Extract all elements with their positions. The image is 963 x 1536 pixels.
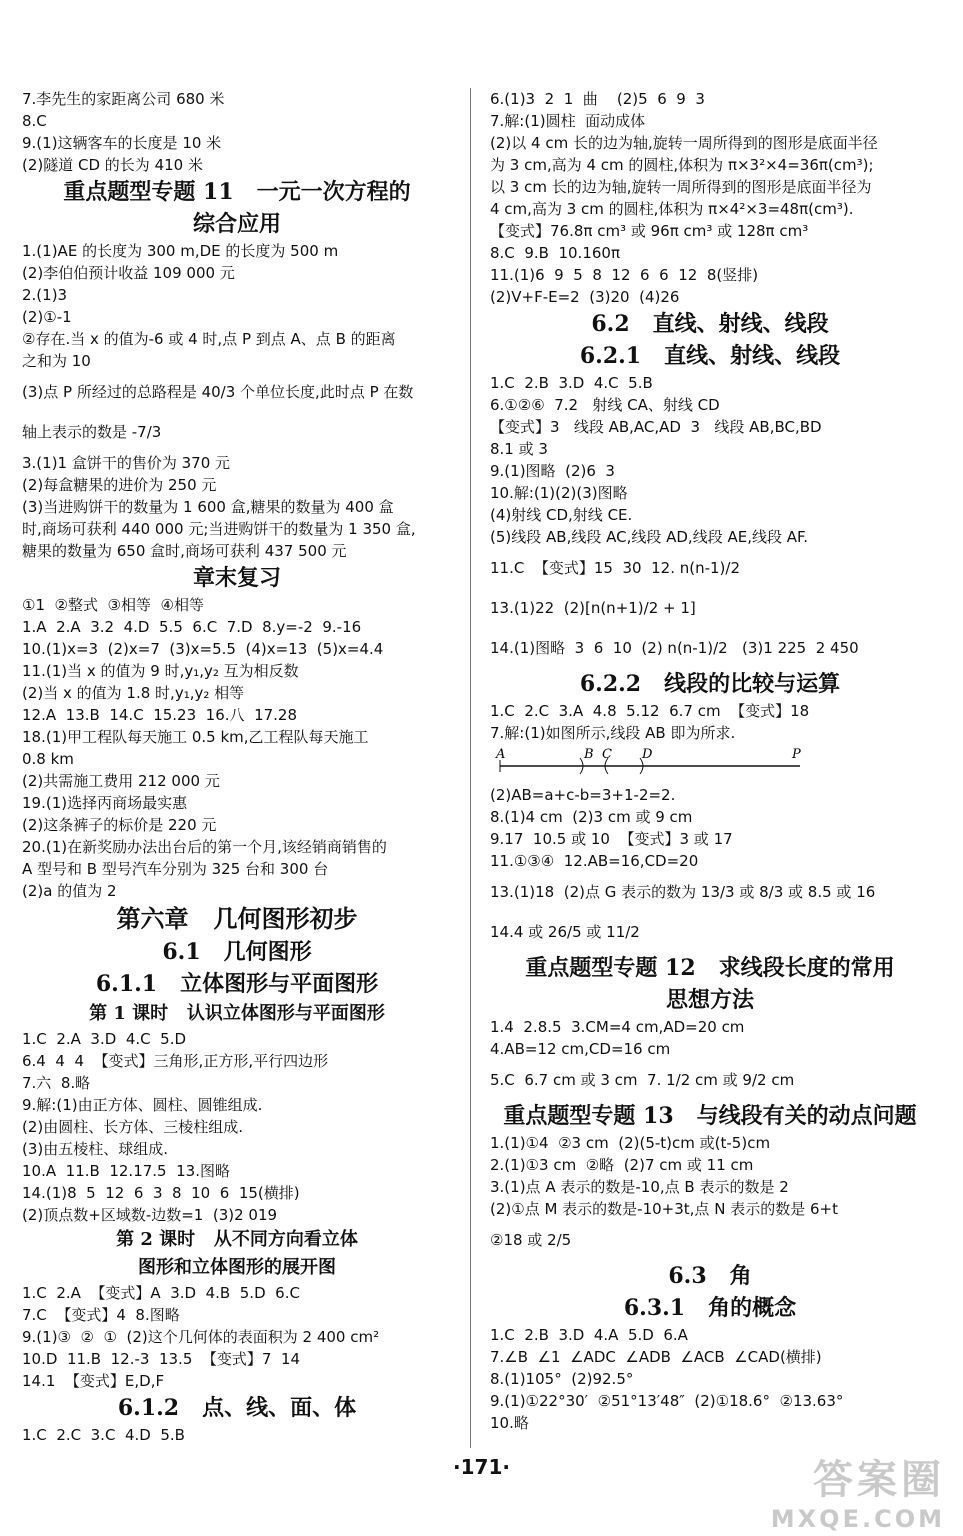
- answer-line: 1.(1)①4 ②3 cm (2)(5-t)cm 或(t-5)cm: [490, 1134, 771, 1152]
- section-heading: 6.3 角: [668, 1263, 752, 1289]
- section-heading: 重点题型专题 12 求线段长度的常用: [525, 955, 895, 981]
- answer-line: 1.C 2.C 3.C 4.D 5.B: [22, 1426, 185, 1444]
- answer-line: 2.(1)①3 cm ②略 (2)7 cm 或 11 cm: [490, 1156, 754, 1174]
- answer-line: 9.(1)①22°30′ ②51°13′48″ (2)①18.6° ②13.63°: [490, 1392, 844, 1410]
- watermark-text: 答案圈: [813, 1457, 945, 1503]
- answer-line: (2)这条裤子的标价是 220 元: [22, 816, 217, 834]
- answer-line: 11.(1)6 9 5 8 12 6 6 12 8(竖排): [490, 266, 759, 284]
- section-heading: 6.1.1 立体图形与平面图形: [95, 971, 379, 997]
- answer-line: 1.A 2.A 3.2 4.D 5.5 6.C 7.D 8.y=-2 9.-16: [22, 618, 362, 636]
- answer-line: 1.C 2.C 3.A 4.8 5.12 6.7 cm 【变式】18: [490, 702, 810, 720]
- answer-line: 7.∠B ∠1 ∠ADC ∠ADB ∠ACB ∠CAD(横排): [490, 1348, 822, 1366]
- answer-line: (2)AB=a+c-b=3+1-2=2.: [490, 786, 676, 804]
- answer-line: 7.解:(1)圆柱 面动成体: [490, 112, 646, 130]
- answer-line: 19.(1)选择丙商场最实惠: [22, 794, 188, 812]
- answer-line-fraction: 13.(1)22 (2)[n(n+1)/2 + 1]: [490, 599, 696, 617]
- answer-line: 糖果的数量为 650 盒时,商场可获利 437 500 元: [22, 542, 347, 560]
- answer-line: A 型号和 B 型号汽车分别为 325 台和 300 台: [22, 860, 329, 878]
- page-number: ·171·: [453, 1455, 510, 1479]
- answer-line: 【变式】76.8π cm³ 或 96π cm³ 或 128π cm³: [490, 222, 809, 240]
- answer-line: 0.8 km: [22, 750, 74, 768]
- answer-line: 8.C 9.B 10.160π: [490, 244, 620, 262]
- answer-line: 1.4 2.8.5 3.CM=4 cm,AD=20 cm: [490, 1018, 745, 1036]
- answer-line: 8.1 或 3: [490, 440, 548, 458]
- answer-line: ②存在.当 x 的值为-6 或 4 时,点 P 到点 A、点 B 的距离: [22, 330, 396, 348]
- left-answer-column: [22, 88, 452, 1446]
- answer-line: 以 3 cm 长的边为轴,旋转一周所得到的图形是底面半径为: [490, 178, 872, 196]
- watermark-url: MXQE.COM: [770, 1505, 945, 1533]
- answer-line: 1.C 2.B 3.D 4.C 5.B: [490, 374, 653, 392]
- answer-line: 1.C 2.A 【变式】A 3.D 4.B 5.D 6.C: [22, 1284, 300, 1302]
- answer-line: 时,商场可获利 440 000 元;当进购饼干的数量为 1 350 盒,: [22, 520, 416, 538]
- answer-line: (2)李伯伯预计收益 109 000 元: [22, 264, 235, 282]
- answer-line: 3.(1)1 盒饼干的售价为 370 元: [22, 454, 231, 472]
- answer-line: 9.(1)图略 (2)6 3: [490, 462, 615, 480]
- answer-line-fraction: 11.C 【变式】15 30 12. n(n-1)/2: [490, 559, 741, 577]
- answer-line: (2)a 的值为 2: [22, 882, 117, 900]
- answer-line: 7.六 8.略: [22, 1074, 91, 1092]
- answer-line: 11.(1)当 x 的值为 9 时,y₁,y₂ 互为相反数: [22, 662, 299, 680]
- answer-line: 7.解:(1)如图所示,线段 AB 即为所求.: [490, 724, 736, 742]
- answer-line-fraction: 轴上表示的数是 -7/3: [22, 423, 162, 441]
- section-heading: 6.2 直线、射线、线段: [591, 311, 829, 337]
- answer-line: 10.A 11.B 12.17.5 13.图略: [22, 1162, 230, 1180]
- answer-line-fraction: 5.C 6.7 cm 或 3 cm 7. 1/2 cm 或 9/2 cm: [490, 1071, 795, 1089]
- answer-line: 9.17 10.5 或 10 【变式】3 或 17: [490, 830, 733, 848]
- answer-line: (2)隧道 CD 的长为 410 米: [22, 156, 203, 174]
- answer-line: (2)当 x 的值为 1.8 时,y₁,y₂ 相等: [22, 684, 245, 702]
- lesson-heading: 第 2 课时 从不同方向看立体: [116, 1229, 358, 1250]
- section-heading: 思想方法: [665, 987, 754, 1013]
- answer-line: 6.(1)3 2 1 曲 (2)5 6 9 3: [490, 90, 705, 108]
- answer-line: (2)V+F-E=2 (3)20 (4)26: [490, 288, 680, 306]
- section-heading: 综合应用: [192, 211, 281, 237]
- answer-line: (5)线段 AB,线段 AC,线段 AD,线段 AE,线段 AF.: [490, 528, 808, 546]
- segment-figure: [490, 744, 930, 784]
- answer-line: 20.(1)在新奖励办法出台后的第一个月,该经销商销售的: [22, 838, 387, 856]
- answer-line: 8.(1)4 cm (2)3 cm 或 9 cm: [490, 808, 693, 826]
- section-heading: 6.3.1 角的概念: [623, 1295, 797, 1321]
- lesson-heading: 第 1 课时 认识立体图形与平面图形: [89, 1003, 385, 1024]
- answer-line-fraction: (3)点 P 所经过的总路程是 40/3 个单位长度,此时点 P 在数: [22, 383, 414, 401]
- answer-line: 之和为 10: [22, 352, 91, 370]
- section-heading: 6.2.2 线段的比较与运算: [579, 671, 841, 697]
- answer-line: (2)顶点数+区域数-边数=1 (3)2 019: [22, 1206, 278, 1224]
- answer-line: 7.李先生的家距离公司 680 米: [22, 90, 225, 108]
- answer-line: 8.(1)105° (2)92.5°: [490, 1370, 634, 1388]
- section-heading: 重点题型专题 13 与线段有关的动点问题: [503, 1103, 917, 1129]
- answer-line: 7.C 【变式】4 8.图略: [22, 1306, 180, 1324]
- answer-line: 9.(1)③ ② ① (2)这个几何体的表面积为 2 400 cm²: [22, 1328, 380, 1346]
- point-a-label: A: [496, 747, 506, 762]
- answer-line: 12.A 13.B 14.C 15.23 16.八 17.28: [22, 706, 298, 724]
- answer-line: (2)共需施工费用 212 000 元: [22, 772, 220, 790]
- answer-line: 4.AB=12 cm,CD=16 cm: [490, 1040, 671, 1058]
- column-divider: [470, 88, 471, 1448]
- answer-line: 18.(1)甲工程队每天施工 0.5 km,乙工程队每天施工: [22, 728, 369, 746]
- answer-line: (2)①-1: [22, 308, 72, 326]
- section-heading: 6.2.1 直线、射线、线段: [579, 343, 841, 369]
- answer-line: (2)每盒糖果的进价为 250 元: [22, 476, 217, 494]
- answer-line: 10.D 11.B 12.-3 13.5 【变式】7 14: [22, 1350, 301, 1368]
- answer-line: 9.解:(1)由正方体、圆柱、圆锥组成.: [22, 1096, 263, 1114]
- section-heading: 6.1 几何图形: [162, 939, 312, 965]
- answer-line: 10.解:(1)(2)(3)图略: [490, 484, 628, 502]
- lesson-heading: 图形和立体图形的展开图: [138, 1257, 336, 1278]
- section-heading: 章末复习: [192, 565, 281, 591]
- answer-line: (2)①点 M 表示的数是-10+3t,点 N 表示的数是 6+t: [490, 1200, 838, 1218]
- answer-line: (2)以 4 cm 长的边为轴,旋转一周所得到的图形是底面半径: [490, 134, 878, 152]
- answer-line-fraction: ②18 或 2/5: [490, 1231, 572, 1249]
- point-b-label: B: [584, 747, 594, 762]
- answer-line-fraction: 14.(1)图略 3 6 10 (2) n(n-1)/2 (3)1 225 2 450: [490, 639, 859, 657]
- answer-line: 1.(1)AE 的长度为 300 m,DE 的长度为 500 m: [22, 242, 339, 260]
- answer-line: (4)射线 CD,射线 CE.: [490, 506, 633, 524]
- answer-line: (2)由圆柱、长方体、三棱柱组成.: [22, 1118, 244, 1136]
- answer-line: ①1 ②整式 ③相等 ④相等: [22, 596, 204, 614]
- answer-line: (3)当进购饼干的数量为 1 600 盒,糖果的数量为 400 盒: [22, 498, 394, 516]
- chapter-heading: 第六章 几何图形初步: [116, 904, 358, 933]
- answer-line: 1.C 2.A 3.D 4.C 5.D: [22, 1030, 187, 1048]
- answer-line: 8.C: [22, 112, 47, 130]
- answer-line: 14.(1)8 5 12 6 3 8 10 6 15(横排): [22, 1184, 300, 1202]
- answer-line-fraction: 14.4 或 26/5 或 11/2: [490, 923, 640, 941]
- answer-line: 2.(1)3: [22, 286, 68, 304]
- answer-line: 11.①③④ 12.AB=16,CD=20: [490, 852, 699, 870]
- answer-line: 10.(1)x=3 (2)x=7 (3)x=5.5 (4)x=13 (5)x=4.4: [22, 640, 384, 658]
- answer-line: (3)由五棱柱、球组成.: [22, 1140, 169, 1158]
- answer-line-fraction: 13.(1)18 (2)点 G 表示的数为 13/3 或 8/3 或 8.5 或 16: [490, 883, 876, 901]
- answer-line: 1.C 2.B 3.D 4.A 5.D 6.A: [490, 1326, 688, 1344]
- point-d-label: D: [642, 747, 653, 762]
- right-answer-column: [490, 88, 930, 1434]
- answer-line: 为 3 cm,高为 4 cm 的圆柱,体积为 π×3²×4=36π(cm³);: [490, 156, 874, 174]
- answer-line: 【变式】3 线段 AB,AC,AD 3 线段 AB,BC,BD: [490, 418, 822, 436]
- answer-line: 9.(1)这辆客车的长度是 10 米: [22, 134, 222, 152]
- section-heading: 6.1.2 点、线、面、体: [117, 1395, 357, 1421]
- answer-line: 3.(1)点 A 表示的数是-10,点 B 表示的数是 2: [490, 1178, 789, 1196]
- answer-line: 4 cm,高为 3 cm 的圆柱,体积为 π×4²×3=48π(cm³).: [490, 200, 854, 218]
- watermark-logo: [771, 1448, 945, 1533]
- answer-line: 6.①②⑥ 7.2 射线 CA、射线 CD: [490, 396, 720, 414]
- answer-line: 10.略: [490, 1414, 529, 1432]
- section-heading: 重点题型专题 11 一元一次方程的: [63, 179, 411, 205]
- answer-line: 6.4 4 4 【变式】三角形,正方形,平行四边形: [22, 1052, 329, 1070]
- point-c-label: C: [602, 747, 612, 762]
- point-p-label: P: [792, 747, 801, 762]
- answer-line: 14.1 【变式】E,D,F: [22, 1372, 165, 1390]
